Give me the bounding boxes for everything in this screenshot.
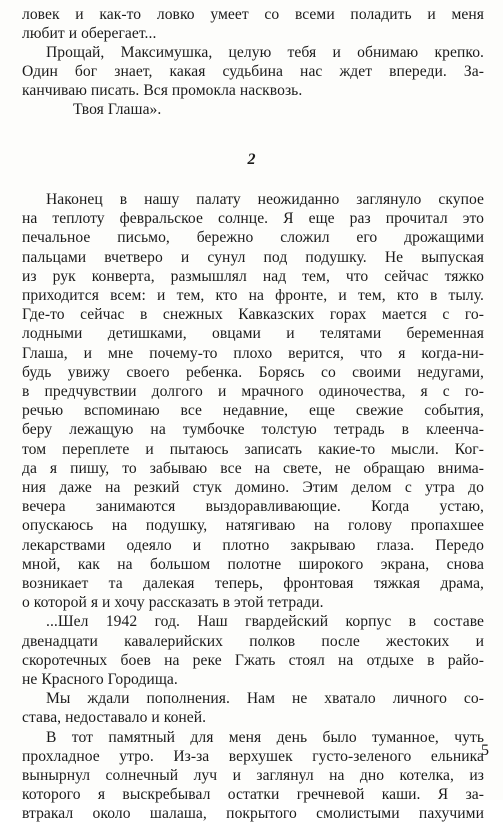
text-line: речью вспоминаю все недавние, еще свежие события, bbox=[22, 402, 484, 420]
text-line: Где-то сейчас в снежных Кавказских горах мается с го- bbox=[22, 306, 484, 324]
text-line: приходится всем: и тем, кто на фронте, и тем, кто в тылу. bbox=[22, 287, 484, 304]
text-line: втракал около шалаша, покрытого смолистыми пахучими bbox=[22, 805, 484, 823]
text-line: печальное письмо, бережно сложил его дрожащими bbox=[22, 229, 484, 247]
text-line: скоротечных боев на реке Гжать стоял на отдыхе в райо- bbox=[22, 651, 484, 669]
page-number: 5 bbox=[481, 742, 489, 759]
text-line: в предчувствии долгого и мрачного одиночества, я с го- bbox=[22, 383, 484, 400]
text-line: опускаюсь на подушку, натягиваю на голову пропахшее bbox=[22, 517, 484, 535]
text-line: будь увижу своего ребенка. Борясь со своими недугами, bbox=[22, 363, 484, 381]
text-line: лекарствами одеяло и плотно закрываю глаза. Передо bbox=[22, 536, 484, 554]
text-line: вечера занимаются выздоравливающие. Когда устаю, bbox=[22, 498, 484, 516]
text-line: Один бог знает, какая судьбина нас ждет впереди. За- bbox=[22, 63, 484, 80]
chapter-number: 2 bbox=[247, 151, 256, 168]
text-line: Прощай, Максимушка, целую тебя и обнимаю крепко. bbox=[46, 44, 484, 61]
text-line: ния даже на резкий стук домино. Этим делом с утра до bbox=[22, 479, 484, 496]
text-line: канчиваю писать. Вся промокла насквозь. bbox=[22, 82, 303, 99]
text-line: мной, как на большом полотне широкого экрана, снова bbox=[22, 555, 484, 573]
text-line: на теплоту февральское солнце. Я еще раз прочитал это bbox=[22, 210, 484, 228]
text-line: беру лежащую на тумбочке толстую тетрадь в клеенчa- bbox=[22, 421, 484, 439]
text-line: из рук конверта, размышлял над тем, что сейчас тяжко bbox=[22, 267, 484, 285]
text-line: прохладное утро. Из-за верхушек густо-зеленого ельника bbox=[22, 747, 484, 765]
text-line: Наконец в нашу палату неожиданно заглянуло скупое bbox=[46, 191, 484, 208]
letter-signature: Твоя Глаша». bbox=[73, 101, 162, 118]
text-line: двенадцати кавалерийских полков после жестоких и bbox=[22, 632, 484, 650]
text-line: любит и оберегает... bbox=[22, 25, 157, 42]
text-line: пальцами вчетверо и сунул под подушку. Не выпуская bbox=[22, 248, 484, 266]
text-line: да я пишу, то забываю все на свете, не обращаю внима- bbox=[22, 459, 484, 477]
text-line: Мы ждали пополнения. Нам не хватало личного со- bbox=[46, 690, 484, 708]
text-line: о которой я и хочу рассказать в этой тетради. bbox=[22, 594, 324, 612]
text-line: Глаша, и мне почему-то плохо верится, что я когда-ни- bbox=[22, 344, 484, 362]
text-line: том переплете и пытаюсь записать какие-то мысли. Ког- bbox=[22, 440, 484, 458]
text-line: ...Шел 1942 год. Наш гвардейский корпус в составе bbox=[46, 613, 484, 631]
text-line: става, недоставало и коней. bbox=[22, 709, 207, 727]
text-line: ловек и как-то ловко умеет со всеми поладить и меня bbox=[22, 6, 484, 23]
text-line: лодными детишками, овцами и телятами беременная bbox=[22, 325, 484, 343]
text-line: В тот памятный для меня день было туманное, чуть bbox=[46, 728, 484, 746]
text-line: не Красного Городища. bbox=[22, 671, 178, 688]
text-line: которого я выскребывал остатки гречневой каши. Я за- bbox=[22, 786, 484, 804]
text-line: вынырнул солнечный луч и заглянул на дно котелка, из bbox=[22, 767, 484, 784]
text-line: возникает та далекая теперь, фронтовая тяжкая драма, bbox=[22, 575, 484, 592]
